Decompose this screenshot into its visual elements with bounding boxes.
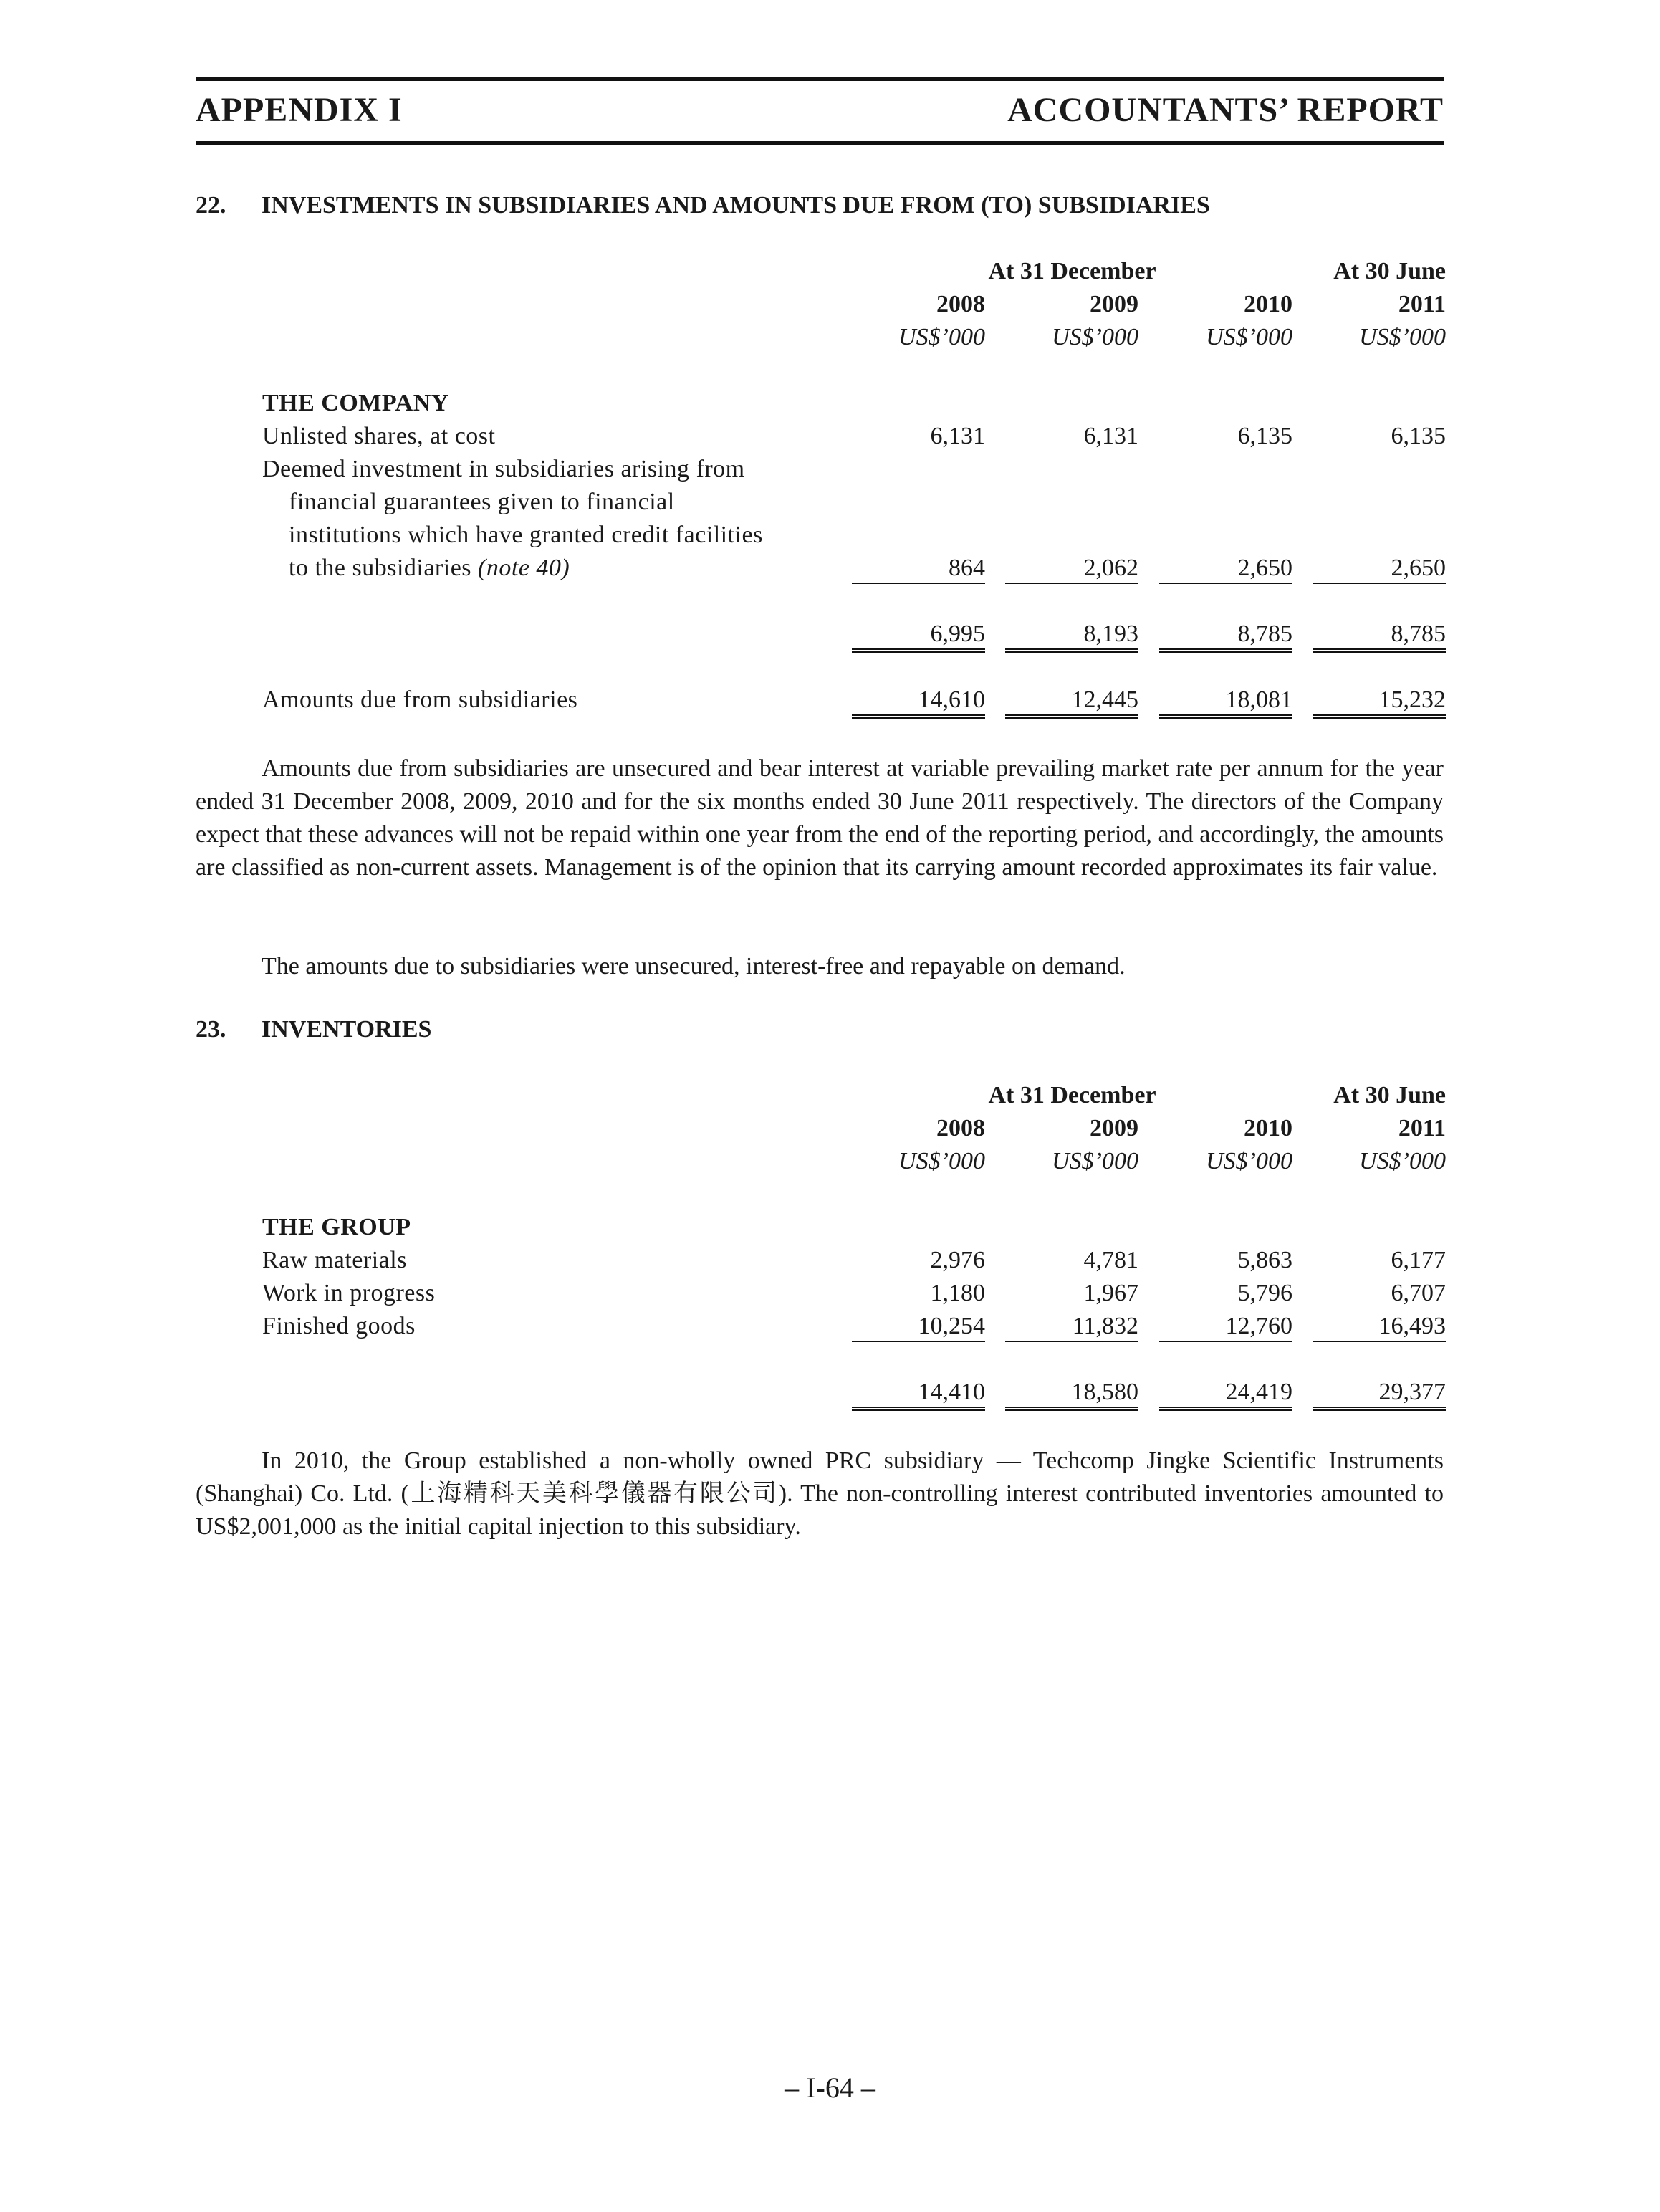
row-label: Finished goods [262, 1313, 416, 1339]
total-value: 8,193 [1005, 621, 1138, 653]
cell-value: 15,232 [1313, 686, 1446, 719]
cell-value: 18,081 [1159, 686, 1292, 719]
paragraph: In 2010, the Group established a non-wholly owned PRC subsidiary — Techcomp Jingke Scientific Instruments (Shanghai) Co. Ltd. (上海精科天美科學儀器有限公司). The non-controlling interest contributed inventories amounted to US$2,001,000 as the initial capital injection to this subsidiary. [196, 1447, 1444, 1540]
cell-value: 5,863 [1237, 1247, 1292, 1273]
entity-heading: THE GROUP [262, 1214, 411, 1240]
unit-header: US$’000 [1052, 324, 1138, 350]
unit-header: US$’000 [1359, 1148, 1446, 1174]
row-label: Unlisted shares, at cost [262, 423, 496, 449]
cell-value: 4,781 [1083, 1247, 1138, 1273]
section-title: INVENTORIES [262, 1016, 432, 1043]
total-value: 18,580 [1005, 1379, 1138, 1411]
unit-header: US$’000 [1206, 1148, 1292, 1174]
group-header-june: At 30 June [1333, 1082, 1446, 1109]
group-header-december: At 31 December [988, 258, 1156, 284]
cell-value: 2,650 [1313, 555, 1446, 584]
row-label: Raw materials [262, 1247, 407, 1273]
cell-value: 12,760 [1159, 1313, 1292, 1342]
year-header: 2011 [1398, 291, 1446, 317]
cell-value: 2,650 [1159, 555, 1292, 584]
year-header: 2010 [1244, 291, 1292, 317]
appendix-label: APPENDIX I [196, 91, 403, 129]
section-title: INVESTMENTS IN SUBSIDIARIES AND AMOUNTS DUE FROM (TO) SUBSIDIARIES [262, 192, 1210, 219]
row-label: Amounts due from subsidiaries [262, 686, 578, 713]
unit-header: US$’000 [898, 324, 985, 350]
year-header: 2010 [1244, 1115, 1292, 1141]
total-value: 24,419 [1159, 1379, 1292, 1411]
cell-value: 5,796 [1237, 1280, 1292, 1306]
entity-heading: THE COMPANY [262, 390, 449, 416]
section-number: 22. [196, 192, 226, 219]
section-number: 23. [196, 1016, 226, 1043]
row-label: Work in progress [262, 1280, 436, 1306]
cell-value: 6,135 [1391, 423, 1446, 449]
cell-value: 6,131 [1083, 423, 1138, 449]
group-header-june: At 30 June [1333, 258, 1446, 284]
row-label: institutions which have granted credit facilities [289, 522, 763, 548]
row-label [289, 555, 570, 582]
year-header: 2009 [1090, 1115, 1138, 1141]
cell-value: 10,254 [852, 1313, 985, 1342]
cell-value: 6,707 [1391, 1280, 1446, 1306]
cell-value: 14,610 [852, 686, 985, 719]
cell-value: 2,062 [1005, 555, 1138, 584]
cell-value: 864 [852, 555, 985, 584]
unit-header: US$’000 [1206, 324, 1292, 350]
cell-value: 2,976 [930, 1247, 985, 1273]
row-label: Deemed investment in subsidiaries arising from [262, 456, 745, 482]
running-header [196, 77, 1444, 145]
cell-value: 6,135 [1237, 423, 1292, 449]
group-header-december: At 31 December [988, 1082, 1156, 1109]
total-value: 14,410 [852, 1379, 985, 1411]
row-label-text: to the subsidiaries [289, 555, 472, 581]
paragraph: The amounts due to subsidiaries were unsecured, interest-free and repayable on demand. [262, 953, 1126, 980]
unit-header: US$’000 [1052, 1148, 1138, 1174]
page-number: – I-64 – [785, 2072, 875, 2104]
year-header: 2009 [1090, 291, 1138, 317]
unit-header: US$’000 [898, 1148, 985, 1174]
cell-value: 12,445 [1005, 686, 1138, 719]
total-value: 8,785 [1313, 621, 1446, 653]
total-value: 29,377 [1313, 1379, 1446, 1411]
cell-value: 6,131 [930, 423, 985, 449]
cell-value: 1,180 [930, 1280, 985, 1306]
note-reference: (note 40) [478, 555, 570, 581]
total-value: 8,785 [1159, 621, 1292, 653]
year-header: 2008 [936, 1115, 985, 1141]
cell-value: 16,493 [1313, 1313, 1446, 1342]
cell-value: 1,967 [1083, 1280, 1138, 1306]
year-header: 2011 [1398, 1115, 1446, 1141]
total-value: 6,995 [852, 621, 985, 653]
unit-header: US$’000 [1359, 324, 1446, 350]
cell-value: 6,177 [1391, 1247, 1446, 1273]
year-header: 2008 [936, 291, 985, 317]
report-title: ACCOUNTANTS’ REPORT [1007, 91, 1444, 129]
row-label: financial guarantees given to financial [289, 489, 675, 515]
paragraph: Amounts due from subsidiaries are unsecured and bear interest at variable prevailing market rate per annum for the year ended 31 December 2008, 2009, 2010 and for the six months ended 30 June 2011 respectively. The directors of the Company expect that these advances will not be repaid within one year from the end of the reporting period, and accordingly, the amounts are classified as non-current assets. Management is of the opinion that its carrying amount recorded approximates its fair value. [196, 755, 1444, 881]
cell-value: 11,832 [1005, 1313, 1138, 1342]
